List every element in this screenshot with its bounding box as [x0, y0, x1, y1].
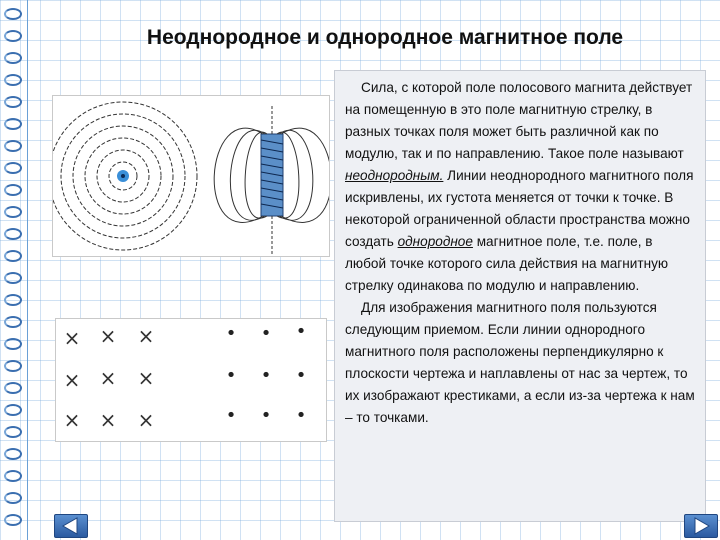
spiral-ring — [4, 184, 22, 196]
spiral-ring — [4, 272, 22, 284]
spiral-ring — [4, 30, 22, 42]
cross-mark: × — [99, 366, 117, 390]
triangle-right-icon — [685, 515, 717, 537]
next-slide-button[interactable] — [684, 514, 718, 538]
cross-mark: × — [63, 326, 81, 350]
spiral-ring — [4, 360, 22, 372]
spiral-ring — [4, 206, 22, 218]
spiral-ring — [4, 316, 22, 328]
crosses-and-dots — [56, 319, 326, 441]
spiral-ring — [4, 140, 22, 152]
dot-mark: • — [225, 323, 237, 344]
cross-mark: × — [137, 324, 155, 348]
cross-mark: × — [63, 368, 81, 392]
dot-mark: • — [260, 405, 272, 426]
solenoid — [261, 134, 283, 216]
paragraph-field-notation: Для изображения магнитного поля пользуются следующим приемом. Если линии однородного магнитного поля расположены перпендикулярно к плоскости чертежа и наплавлены от нас за чертеж, то их изображают крестиками, а если из-за чертежа к нам – то точками. — [345, 300, 695, 425]
cross-mark: × — [99, 408, 117, 432]
page-title: Неоднородное и однородное магнитное поле — [146, 26, 624, 49]
cross-mark: × — [137, 366, 155, 390]
uniform-field-symbols-figure — [55, 318, 327, 442]
spiral-ring — [4, 74, 22, 86]
paragraph-nonuniform-field — [345, 77, 697, 297]
paragraph-text: Линии неоднородного магнитного поля искривлены, их густота меняется от точки к точке. В некоторой ограниченной области пространства можно создать — [345, 168, 694, 249]
spiral-ring — [4, 514, 22, 526]
spiral-ring — [4, 448, 22, 460]
spiral-ring — [4, 228, 22, 240]
triangle-left-icon — [55, 515, 87, 537]
spiral-ring — [4, 8, 22, 20]
dot-mark: • — [260, 323, 272, 344]
dot-mark: • — [225, 405, 237, 426]
paragraph-text: Сила, с которой поле полосового магнита действует на помещенную в это поле магнитную стрелку, в разных точках поля может быть различной как по модулю, так и по направлению. Такое поле называют — [345, 80, 693, 161]
notebook-spiral — [0, 0, 22, 540]
spiral-ring — [4, 426, 22, 438]
spiral-ring — [4, 470, 22, 482]
term-nonuniform: неоднородным. — [345, 168, 444, 183]
spiral-ring — [4, 52, 22, 64]
field-lines-illustration — [53, 96, 329, 256]
cross-mark: × — [63, 408, 81, 432]
spiral-ring — [4, 382, 22, 394]
dot-mark: • — [260, 365, 272, 386]
cross-mark: × — [99, 324, 117, 348]
prev-slide-button[interactable] — [54, 514, 88, 538]
dot-mark: • — [295, 321, 307, 342]
spiral-ring — [4, 294, 22, 306]
field-lines-figure — [52, 95, 330, 257]
dot-mark: • — [295, 365, 307, 386]
spiral-ring — [4, 404, 22, 416]
dot-mark: • — [295, 405, 307, 426]
spiral-ring — [4, 250, 22, 262]
term-uniform: однородное — [397, 234, 473, 249]
spiral-ring — [4, 492, 22, 504]
spiral-ring — [4, 96, 22, 108]
spiral-ring — [4, 338, 22, 350]
explanation-text-panel — [334, 70, 706, 522]
spiral-ring — [4, 118, 22, 130]
paragraph-text: магнитное поле, т.е. поле, в любой точке которого сила действия на магнитную стрелку одинакова по модулю и направлению. — [345, 234, 669, 293]
dot-mark: • — [225, 365, 237, 386]
spiral-ring — [4, 162, 22, 174]
cross-mark: × — [137, 408, 155, 432]
